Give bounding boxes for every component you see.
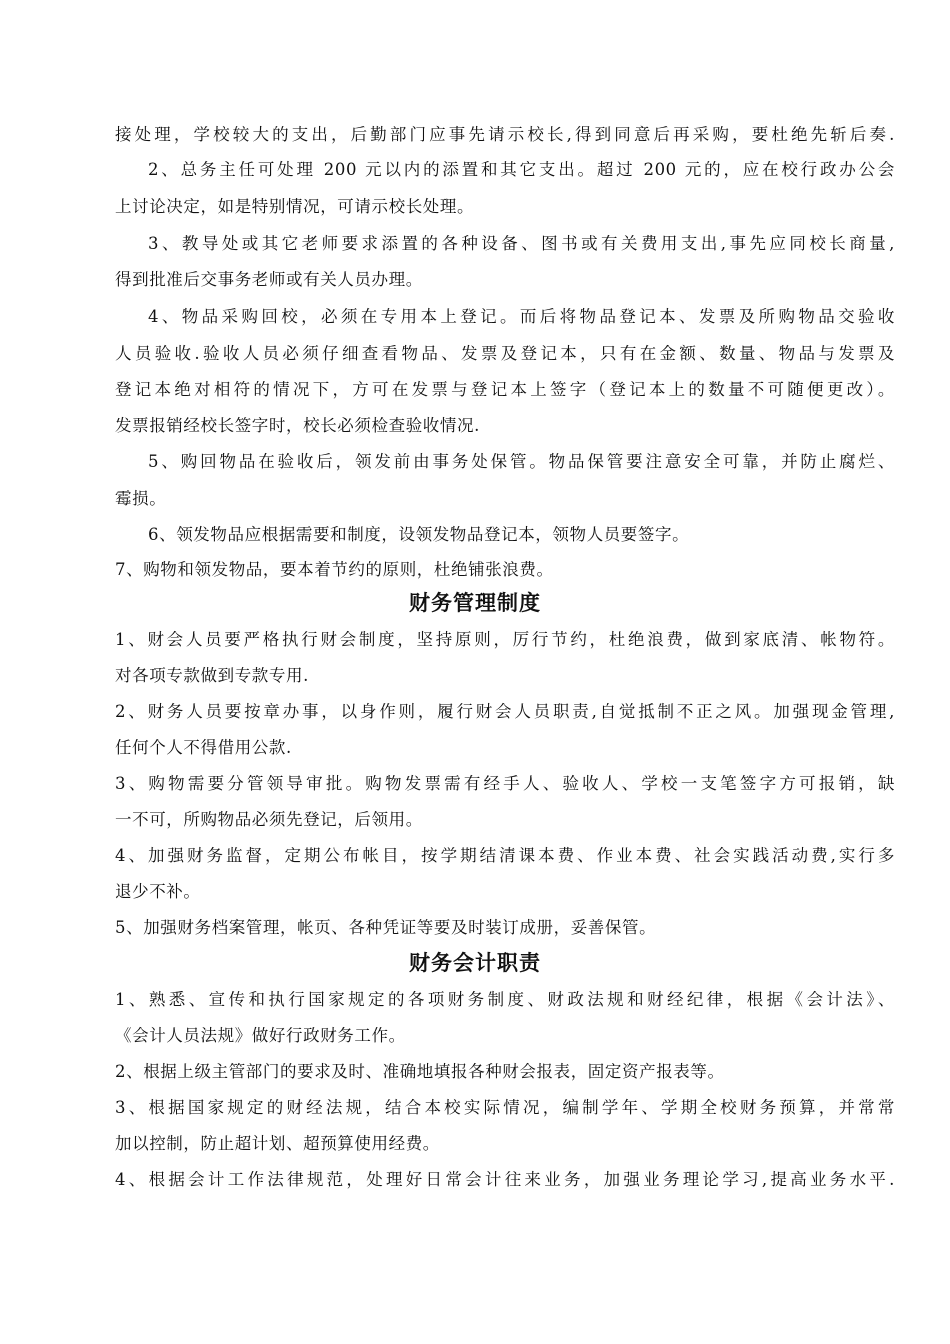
paragraph-line: 2、财务人员要按章办事，以身作则，履行财会人员职责,自觉抵制不正之风。加强现金管理, [115, 702, 895, 721]
paragraph-line: 5、加强财务档案管理，帐页、各种凭证等要及时装订成册，妥善保管。 [115, 918, 657, 937]
section-title: 财务管理制度 [409, 591, 541, 615]
paragraph-line: 加以控制，防止超计划、超预算使用经费。 [115, 1134, 440, 1153]
section-title: 财务会计职责 [409, 951, 541, 975]
paragraph-line: 2、总务主任可处理 200 元以内的添置和其它支出。超过 200 元的，应在校行政办公会 [148, 160, 895, 179]
paragraph-line: 接处理，学校较大的支出，后勤部门应事先请示校长,得到同意后再采购，要杜绝先斩后奏. [115, 125, 895, 144]
paragraph-line: 上讨论决定，如是特别情况，可请示校长处理。 [115, 197, 475, 216]
paragraph-line: 霉损。 [115, 489, 167, 508]
paragraph-line: 《会计人员法规》做好行政财务工作。 [115, 1026, 406, 1045]
paragraph-line: 3、教导处或其它老师要求添置的各种设备、图书或有关费用支出,事先应同校长商量, [148, 234, 895, 253]
paragraph-line: 对各项专款做到专款专用. [115, 666, 309, 685]
paragraph-line: 退少不补。 [115, 882, 201, 901]
paragraph-line: 3、根据国家规定的财经法规，结合本校实际情况，编制学年、学期全校财务预算，并常常 [115, 1098, 895, 1117]
paragraph-line: 5、购回物品在验收后，领发前由事务处保管。物品保管要注意安全可靠，并防止腐烂、 [148, 452, 895, 471]
paragraph-line: 得到批准后交事务老师或有关人员办理。 [115, 270, 423, 289]
paragraph-line: 一不可，所购物品必须先登记，后领用。 [115, 810, 423, 829]
paragraph-line: 3、购物需要分管领导审批。购物发票需有经手人、验收人、学校一支笔签字方可报销，缺 [115, 774, 895, 793]
paragraph-line: 登记本绝对相符的情况下，方可在发票与登记本上签字（登记本上的数量不可随便更改）。 [115, 380, 895, 399]
paragraph-line: 任何个人不得借用公款. [115, 738, 292, 757]
paragraph-line: 4、根据会计工作法律规范，处理好日常会计往来业务，加强业务理论学习,提高业务水平. [115, 1170, 895, 1189]
paragraph-line: 发票报销经校长签字时，校长必须检查验收情况. [115, 416, 480, 435]
paragraph-line: 4、物品采购回校，必须在专用本上登记。而后将物品登记本、发票及所购物品交验收 [148, 307, 895, 326]
paragraph-line: 1、财会人员要严格执行财会制度，坚持原则，厉行节约，杜绝浪费，做到家底清、帐物符。 [115, 630, 895, 649]
paragraph-line: 6、领发物品应根据需要和制度，设领发物品登记本，领物人员要签字。 [148, 525, 690, 544]
paragraph-line: 人员验收.验收人员必须仔细查看物品、发票及登记本，只有在金额、数量、物品与发票及 [115, 344, 895, 363]
paragraph-line: 7、购物和领发物品，要本着节约的原则，杜绝铺张浪费。 [115, 560, 554, 579]
paragraph-line: 2、根据上级主管部门的要求及时、准确地填报各种财会报表，固定资产报表等。 [115, 1062, 725, 1081]
paragraph-line: 1、熟悉、宣传和执行国家规定的各项财务制度、财政法规和财经纪律，根据《会计法》、 [115, 990, 895, 1009]
paragraph-line: 4、加强财务监督，定期公布帐目，按学期结清课本费、作业本费、社会实践活动费,实行多 [115, 846, 895, 865]
